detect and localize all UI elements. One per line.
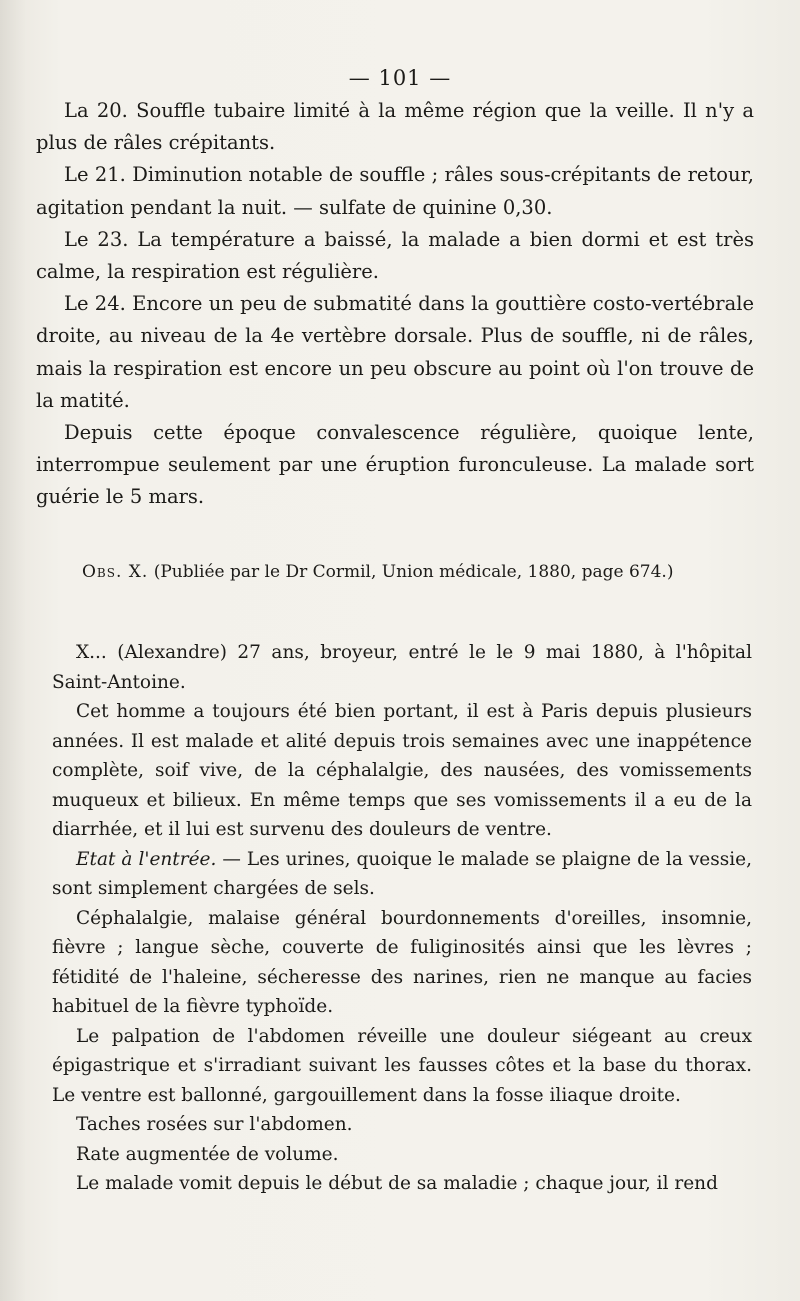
observation-label: Obs. X. [82,562,149,582]
case-symptoms: Céphalalgie, malaise général bourdonnements d'oreilles, insomnie, fièvre ; langue sèche, couverte de fuliginosités ainsi que les lèvres ; fétidité de l'haleine, sécheresse des narines, rien ne manque au facies habituel de la fièvre typhoïde. [52,907,752,1017]
case-taches: Taches rosées sur l'abdomen. [76,1114,353,1135]
paragraph-day-20: La 20. Souffle tubaire limité à la même région que la veille. Il n'y a plus de râles crépitants. [36,99,754,155]
case-palpation: Le palpation de l'abdomen réveille une douleur siégeant au creux épigastrique et s'irradiant suivant les fausses côtes et la base du thorax. Le ventre est ballonné, gargouillement dans la fosse iliaque droite. [52,1025,752,1106]
paragraph-day-24: Le 24. Encore un peu de submatité dans la gouttière costo-vertébrale droite, au niveau de la 4e vertèbre dorsale. Plus de souffle, ni de râles, mais la respiration est encore un peu obscure au point où l'on trouve de la matité. [36,292,754,412]
case-etat [52,845,752,904]
paragraph-convalescence: Depuis cette époque convalescence régulière, quoique lente, interrompue seulement par une éruption furonculeuse. La malade sort guérie le 5 mars. [36,421,754,509]
page-edge-shadow [0,0,26,1301]
continuation-text [36,95,754,514]
observation-heading [82,560,762,584]
paragraph-day-21: Le 21. Diminution notable de souffle ; râles sous-crépitants de retour, agitation pendant la nuit. — sulfate de quinine 0,30. [36,163,754,219]
page-number: — 101 — [348,66,452,90]
etat-text: — Les urines, quoique le malade se plaigne de la vessie, sont simplement chargées de sels. [52,848,752,899]
case-rate: Rate augmentée de volume. [76,1143,339,1165]
case-text [52,638,752,1199]
paragraph-day-23: Le 23. La température a baissé, la malade a bien dormi et est très calme, la respiration est régulière. [36,227,754,284]
etat-label: Etat à l'entrée. [76,848,217,870]
case-vomit: Le malade vomit depuis le début de sa maladie ; chaque jour, il rend [76,1173,718,1194]
case-intro: X... (Alexandre) 27 ans, broyeur, entré le le 9 mai 1880, à l'hôpital Saint-Antoine. [52,642,752,693]
case-history: Cet homme a toujours été bien portant, il est à Paris depuis plusieurs années. Il est malade et alité depuis trois semaines avec une inappétence complète, soif vive, de la céphalalgie, des nausées, des vomissements muqueux et bilieux. En même temps que ses vomissements il a eu de la diarrhée, et il lui est survenu des douleurs de ventre. [52,701,752,840]
observation-source: (Publiée par le Dr Cormil, Union médicale, 1880, page 674.) [153,562,674,582]
